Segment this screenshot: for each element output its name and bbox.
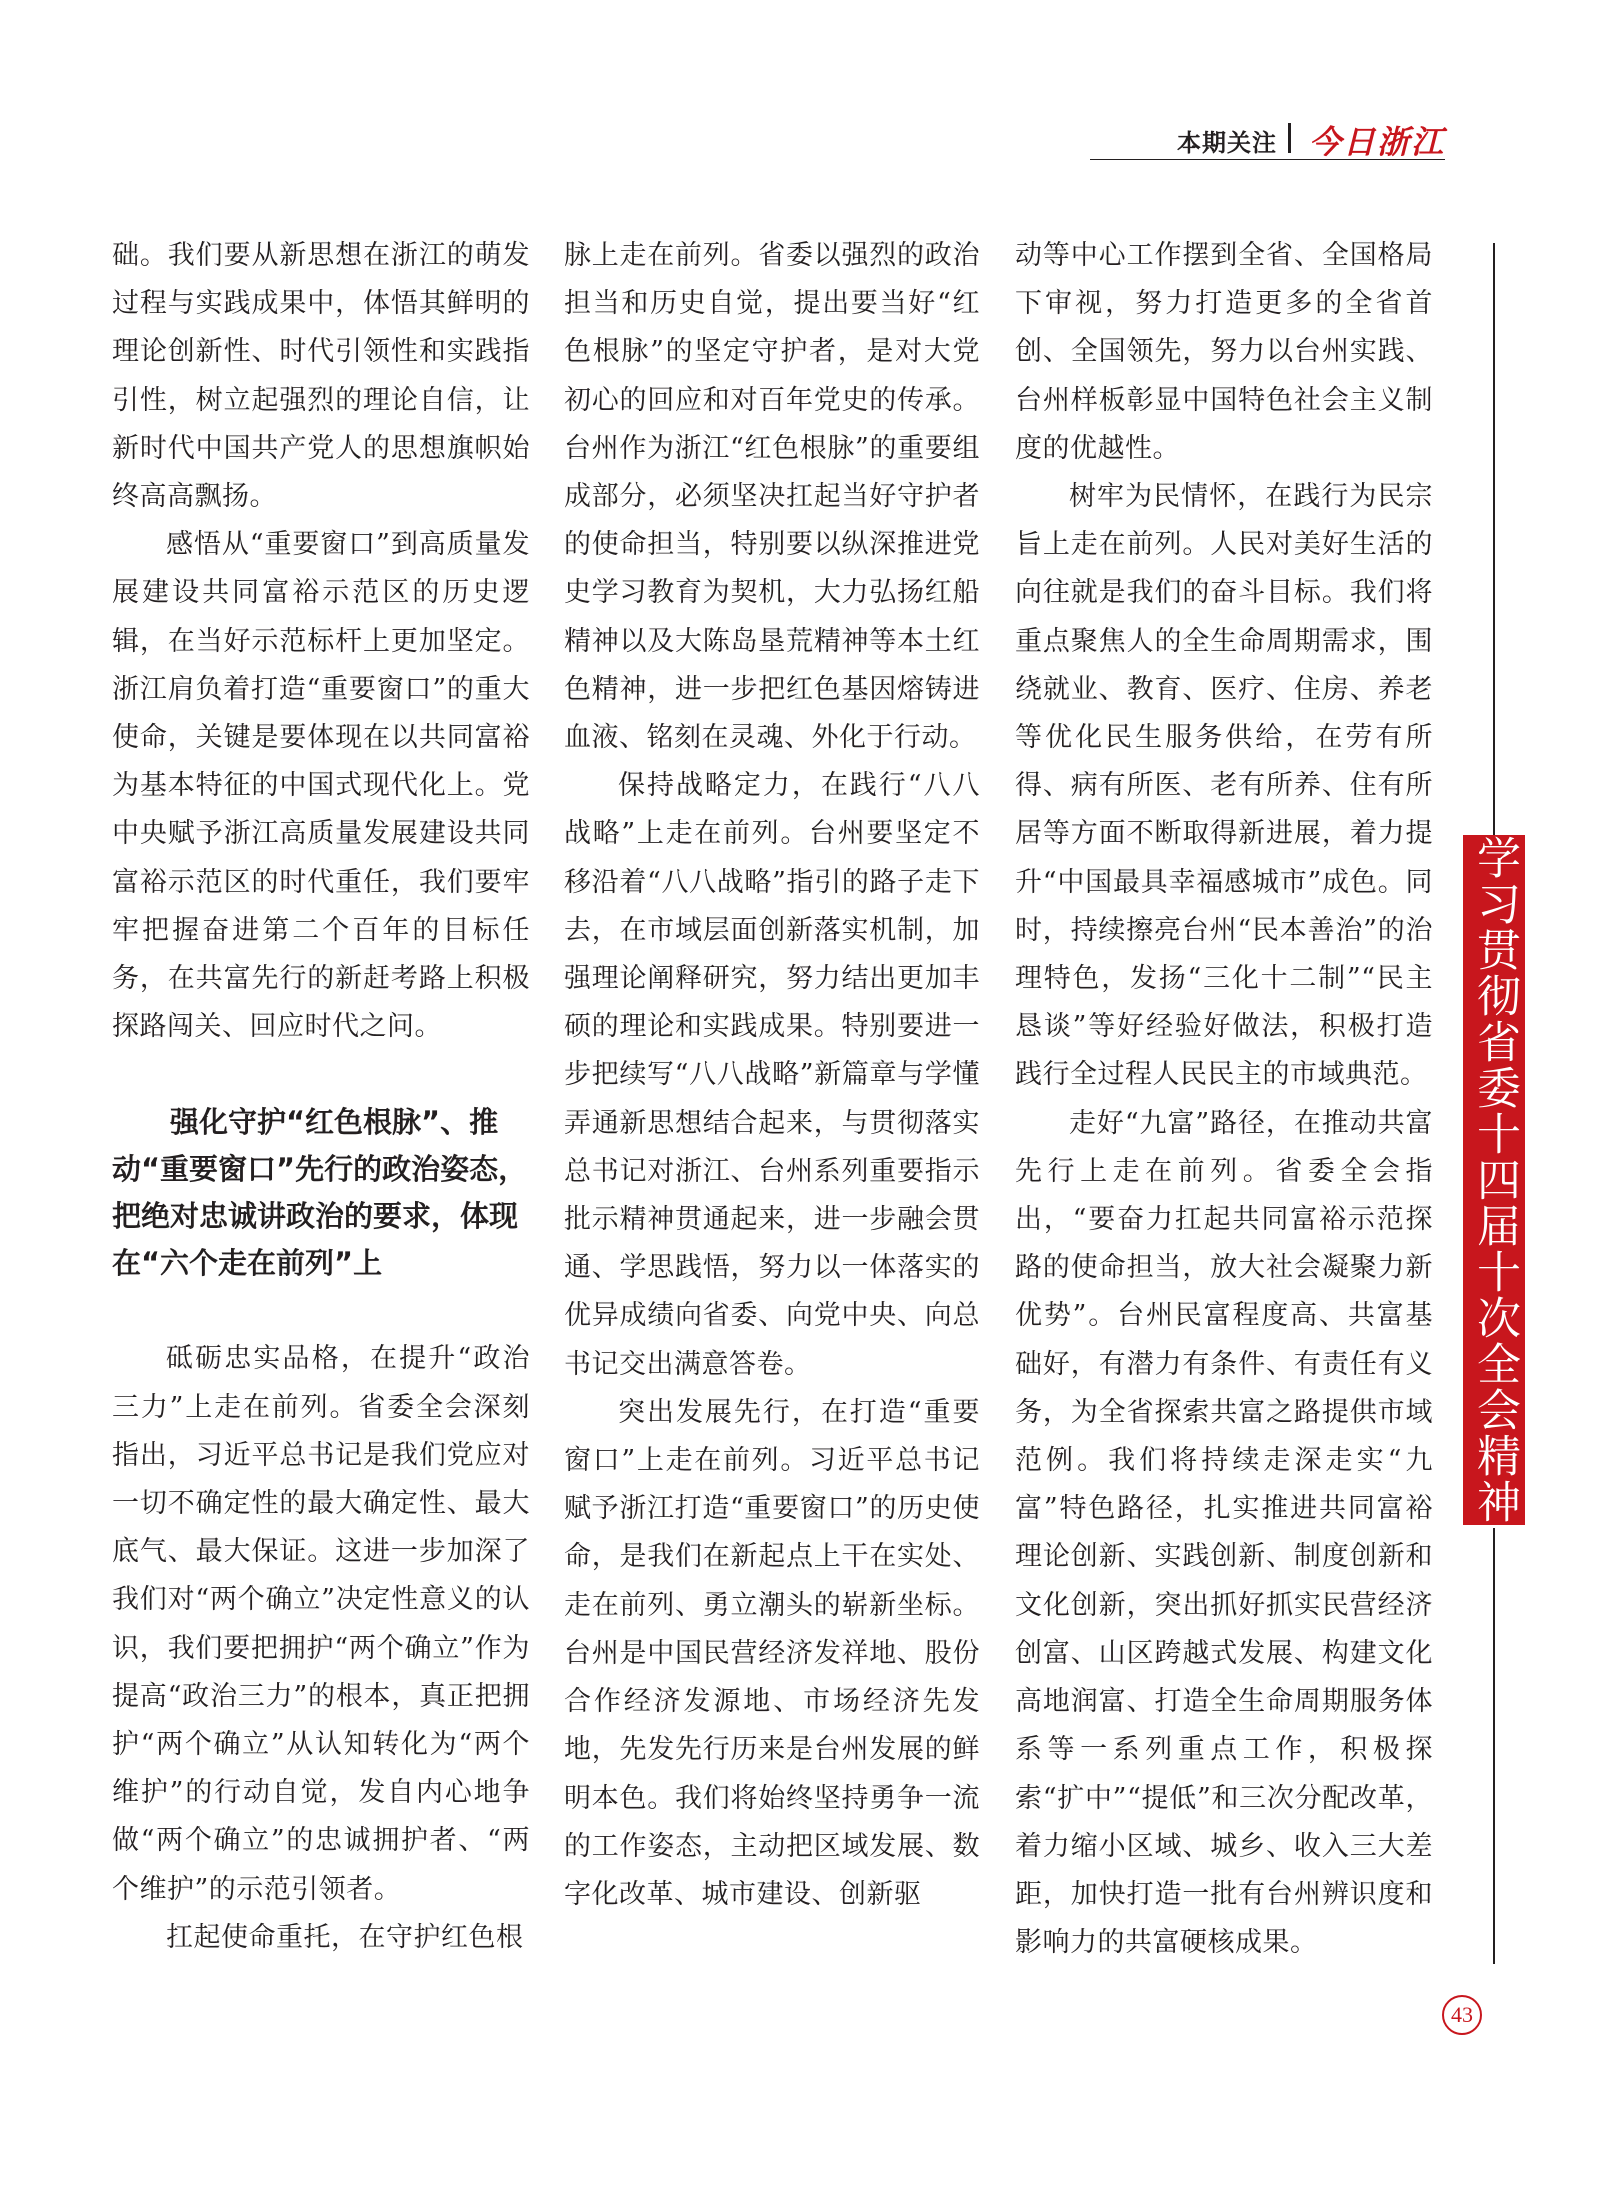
paragraph: 础。我们要从新思想在浙江的萌发过程与实践成果中，体悟其鲜明的理论创新性、时代引领性和实践指引性，树立起强烈的理论自信，让新时代中国共产党人的思想旗帜始终高高飘扬。 (112, 240, 530, 513)
paragraph: 砥砺忠实品格，在提升“政治三力”上走在前列。省委全会深刻指出，习近平总书记是我们党应对一切不确定性的最大确定性、最大底气、最大保证。这进一步加深了我们对“两个确立”决定性意义的认识，我们要把拥护“两个确立”作为提高“政治三力”的根本，真正把拥护“两个确立”从认知转化为“两个维护”的行动自觉，发自内心地争做“两个确立”的忠诚拥护者、“两个维护”的示范引领者。 (112, 1343, 530, 1905)
paragraph: 树牢为民情怀，在践行为民宗旨上走在前列。人民对美好生活的向往就是我们的奋斗目标。我们将重点聚焦人的全生命周期需求，围绕就业、教育、医疗、住房、养老等优化民生服务供给，在劳有所得、病有所医、老有所养、住有所居等方面不断取得新进展，着力提升“中国最具幸福感城市”成色。同时，持续擦亮台州“民本善治”的治理特色，发扬“三化十二制”“民主恳谈”等好经验好做法，积极打造践行全过程人民民主的市域典范。 (1015, 481, 1433, 1091)
article-column-3 (1015, 232, 1433, 1967)
paragraph: 保持战略定力，在践行“八八战略”上走在前列。台州要坚定不移沿着“八八战略”指引的路子走下去，在市域层面创新落实机制，加强理论阐释研究，努力结出更加丰硕的理论和实践成果。特别要进一步把续写“八八战略”新篇章与学懂弄通新思想结合起来，与贯彻落实总书记对浙江、台州系列重要指示批示精神贯通起来，进一步融会贯通、学思践悟，努力以一体落实的优异成绩向省委、向党中央、向总书记交出满意答卷。 (564, 770, 980, 1380)
paragraph: 突出发展先行，在打造“重要窗口”上走在前列。习近平总书记赋予浙江打造“重要窗口”的历史使命，是我们在新起点上干在实处、走在前列、勇立潮头的崭新坐标。台州是中国民营经济发祥地、股份合作经济发源地、市场经济先发地，先发先行历来是台州发展的鲜明本色。我们将始终坚持勇争一流的工作姿态，主动把区域发展、数字化改革、城市建设、创新驱 (564, 1396, 980, 1910)
side-topic-banner (1463, 835, 1525, 1525)
paragraph: 感悟从“重要窗口”到高质量发展建设共同富裕示范区的历史逻辑，在当好示范标杆上更加坚定。浙江肩负着打造“重要窗口”的重大使命，关键是要体现在以共同富裕为基本特征的中国式现代化上。党中央赋予浙江高质量发展建设共同富裕示范区的时代重任，我们要牢牢把握奋进第二个百年的目标任务，在共富先行的新赶考路上积极探路闯关、回应时代之问。 (112, 529, 530, 1043)
paragraph: 动等中心工作摆到全省、全国格局下审视，努力打造更多的全省首创、全国领先，努力以台州实践、台州样板彰显中国特色社会主义制度的优越性。 (1015, 240, 1433, 464)
paragraph: 扛起使命重托，在守护红色根 (166, 1921, 524, 1953)
section-heading: 强化守护“红色根脉”、推动“重要窗口”先行的政治姿态，把绝对忠诚讲政治的要求，体现在“六个走在前列”上 (112, 1105, 528, 1281)
page-number: 43 (1442, 1995, 1482, 2035)
magazine-logo: 今日浙江 (1308, 123, 1445, 161)
side-banner-text: 学习贯彻省委十四届十次全会精神 (1469, 835, 1520, 1525)
side-rule-top (1493, 243, 1495, 840)
side-rule-bottom (1493, 1528, 1495, 1964)
page-header (1090, 117, 1445, 160)
article-column-2 (564, 232, 980, 1919)
header-divider (1288, 123, 1291, 153)
section-label: 本期关注 (1177, 129, 1277, 157)
paragraph: 脉上走在前列。省委以强烈的政治担当和历史自觉，提出要当好“红色根脉”的坚定守护者，是对大党初心的回应和对百年党史的传承。台州作为浙江“红色根脉”的重要组成部分，必须坚决扛起当好守护者的使命担当，特别要以纵深推进党史学习教育为契机，大力弘扬红船精神以及大陈岛垦荒精神等本土红色精神，进一步把红色基因熔铸进血液、铭刻在灵魂、外化于行动。 (564, 240, 980, 754)
article-column-1 (112, 232, 530, 1962)
paragraph: 走好“九富”路径，在推动共富先行上走在前列。省委全会指出，“要奋力扛起共同富裕示范探路的使命担当，放大社会凝聚力新优势”。台州民富程度高、共富基础好，有潜力有条件、有责任有义务，为全省探索共富之路提供市域范例。我们将持续走深走实“九富”特色路径，扎实推进共同富裕理论创新、实践创新、制度创新和文化创新，突出抓好抓实民营经济创富、山区跨越式发展、构建文化高地润富、打造全生命周期服务体系等一系列重点工作，积极探索“扩中”“提低”和三次分配改革，着力缩小区域、城乡、收入三大差距，加快打造一批有台州辨识度和影响力的共富硬核成果。 (1015, 1107, 1433, 1959)
